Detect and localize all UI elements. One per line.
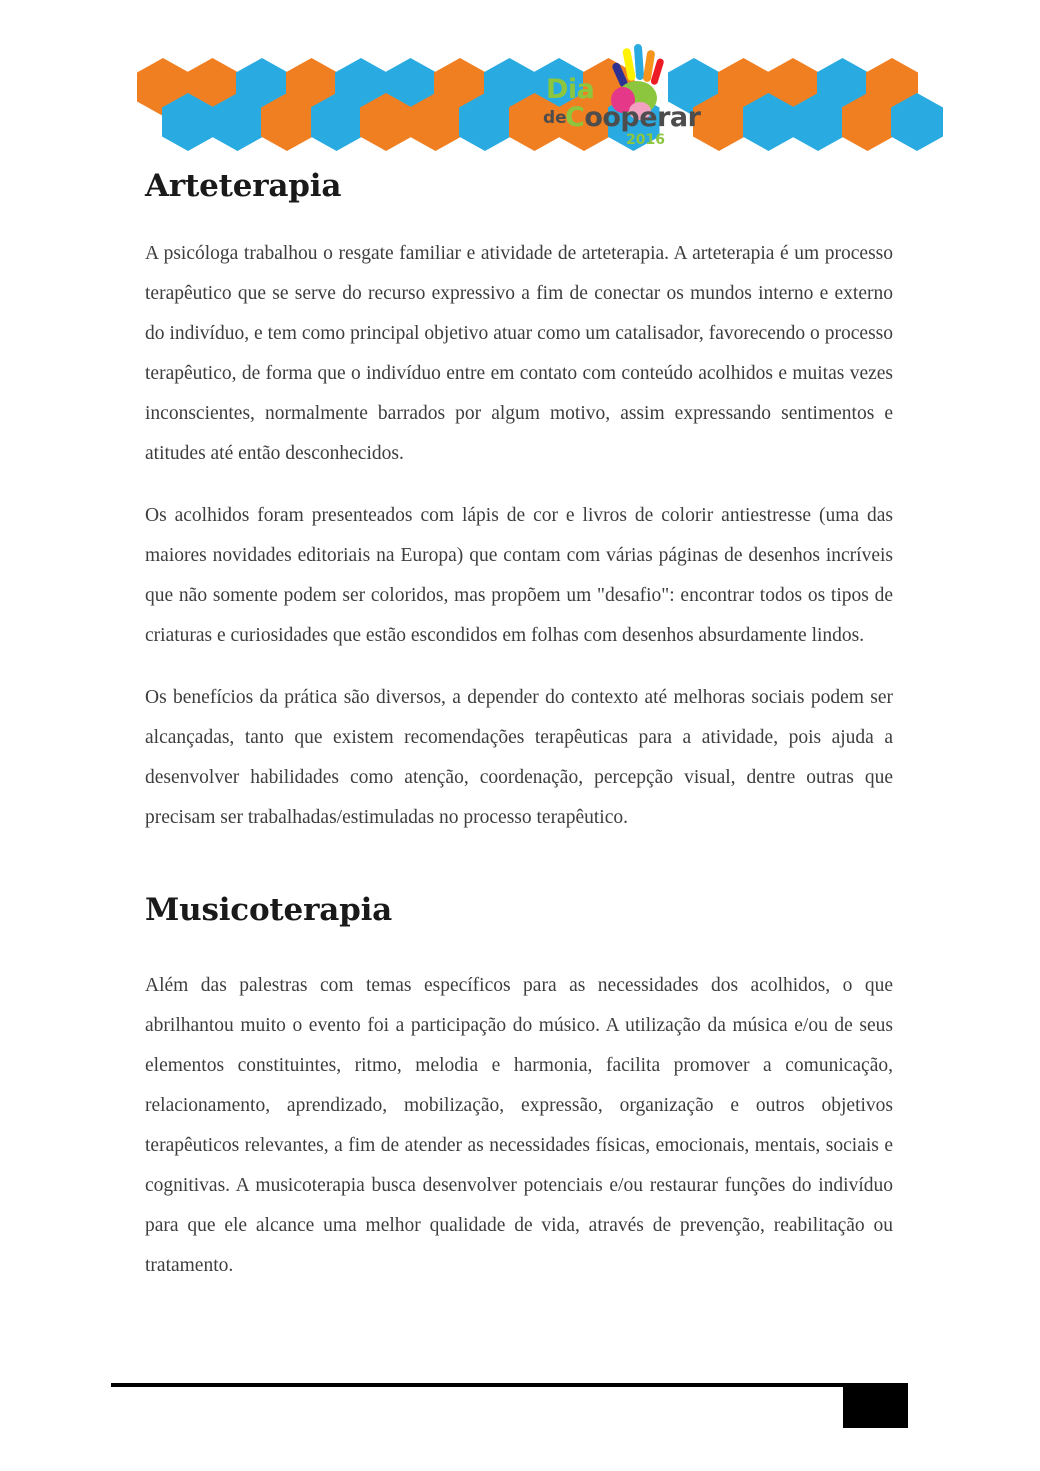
logo-text-year: 2016 [626,132,665,148]
paragraph-arteterapia-2: Os acolhidos foram presenteados com lápis de cor e livros de colorir antiestresse (uma das maiores novidades editoriais na Europa) que contam com várias páginas de desenhos incríveis que não somente podem ser coloridos, mas propõem um "desafio": encontrar todos os tipos de criaturas e curiosidades que estão escondidos em folhas com desenhos absurdamente lindos. [145,505,893,646]
dia-de-cooperar-logo [543,44,701,152]
section-heading-arteterapia: Arteterapia [145,168,342,204]
logo-text-de: de [543,108,567,128]
paragraph-arteterapia-3: Os benefícios da prática são diversos, a depender do contexto até melhoras sociais podem ser alcançadas, tanto que existem recomendações terapêuticas para a atividade, pois ajuda a desenvolver habilidades como atenção, coordenação, percepção visual, dentre outras que precisam ser trabalhadas/estimuladas no processo terapêutico. [145,687,893,828]
logo-text-cooperar [565,102,700,133]
document-content [145,160,893,1286]
footer-redaction-block [843,1385,908,1428]
paragraph-arteterapia-1: A psicóloga trabalhou o resgate familiar e atividade de arteterapia. A arteterapia é um processo terapêutico que se serve do recurso expressivo a fim de conectar os mundos interno e externo do indivíduo, e tem como principal objetivo atuar como um catalisador, favorecendo o processo terapêutico, de forma que o indivíduo entre em contato com conteúdo acolhidos e muitas vezes inconscientes, normalmente barrados por algum motivo, assim expressando sentimentos e atitudes até então desconhecidos. [145,243,893,464]
logo-text-cooperar-rest: ooperar [584,102,701,133]
header-banner [0,0,1040,155]
page-footer [0,1383,1040,1463]
logo-text-dia: Dia [546,74,595,105]
section-heading-musicoterapia: Musicoterapia [145,892,393,928]
footer-divider [111,1383,908,1387]
logo-text-cooperar-c: C [565,102,585,133]
paragraph-musicoterapia-1: Além das palestras com temas específicos para as necessidades dos acolhidos, o que abrilhantou muito o evento foi a participação do músico. A utilização da música e/ou de seus elementos constituintes, ritmo, melodia e harmonia, facilita promover a comunicação, relacionamento, aprendizado, mobilização, expressão, organização e outros objetivos terapêuticos relevantes, a fim de atender as necessidades físicas, emocionais, mentais, sociais e cognitivas. A musicoterapia busca desenvolver potenciais e/ou restaurar funções do indivíduo para que ele alcance uma melhor qualidade de vida, através de prevenção, reabilitação ou tratamento. [145,975,893,1276]
